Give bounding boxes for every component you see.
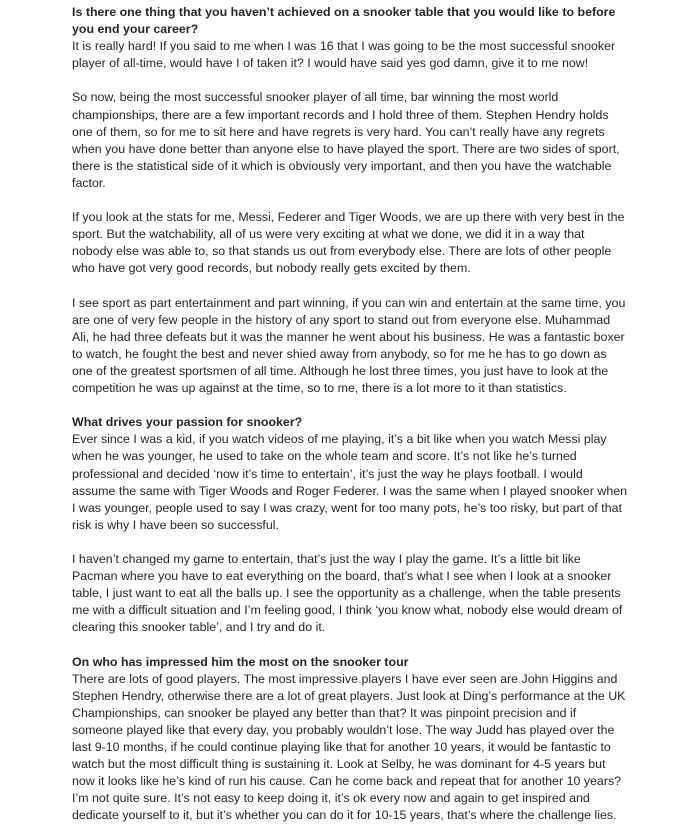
answer-paragraph-5: Ever since I was a kid, if you watch videos of me playing, it’s a bit like when you watch Messi play when he was younger, he used to take on the whole team and score. It’s not like he’s turned professional and decided ‘now it’s time to entertain’, it’s just the way he plays football. I would assume the same with Tiger Woods and Roger Federer. I was the same when I played snooker when I was younger, people used to say I was crazy, went for too many pots, he’s too risky, but part of that risk is why I have been so successful. xyxy=(72,432,628,532)
answer-paragraph-6: I haven’t changed my game to entertain, that’s just the way I play the game. It’s a little bit like Pacman where you have to eat everything on the board, that’s what I see when I look at a snooker table, I just want to eat all the balls up. I see the opportunity as a challenge, when the table presents me with a difficult situation and I’m feeling good, I think ‘you know what, nobody else would dream of clearing this snooker table’, and I try and do it. xyxy=(72,552,623,635)
answer-paragraph-1: It is really hard! If you said to me when I was 16 that I was going to be the most successful snooker player of all-time, would have I of taken it? I would have said yes god damn, give it to me now! xyxy=(72,39,616,71)
paragraph-spacer-4 xyxy=(72,397,628,414)
document-body xyxy=(72,4,628,825)
answer-paragraph-4: I see sport as part entertainment and part winning, if you can win and entertain at the same time, you are one of very few people in the history of any sport to stand out from everyone else. Muhammad Ali, he had three defeats but it was the manner he went about his business. He was a fantastic boxer to watch, he fought the best and never shied away from anybody, so for me he has to go down as one of the greatest sportsmen of all time. Although he lost three times, you just have to look at the competition he was up against at the time, so to me, there is a lot more to it than statistics. xyxy=(72,295,626,396)
answer-paragraph-2: So now, being the most successful snooker player of all time, bar winning the most world championships, there are a few important records and I hold three of them. Stephen Hendry holds one of them, so for me to sit here and have regrets is very hard. You can’t really have any regrets when you have done better than anyone else to have played the sport. There are two sides of sport, there is the statistical side of it which is obviously very important, and then you have the watchable factor. xyxy=(72,90,620,190)
paragraph-spacer-2 xyxy=(72,192,628,209)
paragraph-spacer-6 xyxy=(72,636,628,653)
paragraph-spacer-3 xyxy=(72,278,628,295)
question-heading-2: What drives your passion for snooker? xyxy=(72,415,303,430)
paragraph-spacer-5 xyxy=(72,534,628,551)
answer-paragraph-7: There are lots of good players. The most impressive players I have ever seen are John Higgins and Stephen Hendry, otherwise there are a lot of great players. Just look at Ding’s performance at the UK Championships, can snooker be played any better than that? It was pinpoint precision and if someone played like that every day, you probably wouldn’t lose. The way Judd has played over the last 9-10 months, if he could continue playing like that for another 10 years, it would be fantastic to watch but the most difficult thing is sustaining it. Look at Selby, he was dominant for 4-5 years but now it looks like he’s kind of run his cause. Can he come back and repeat that for another 10 years? I’m not quite sure. It’s not easy to keep doing it, it’s ok every now and again to get inspired and dedicate yourself to it, but it’s whether you can do it for 10-15 years, that’s where the challenge lies. xyxy=(72,671,626,823)
answer-paragraph-3: If you look at the stats for me, Messi, Federer and Tiger Woods, we are up there with very best in the sport. But the watchability, all of us were very exciting at what we done, we did it in a way that nobody else was able to, so that stands us out from everybody else. There are lots of other people who have got very good records, but nobody really gets excited by them. xyxy=(72,210,625,276)
question-heading-3: On who has impressed him the most on the snooker tour xyxy=(72,654,409,669)
question-heading-1: Is there one thing that you haven’t achieved on a snooker table that you would like to before you end your career? xyxy=(72,5,616,37)
paragraph-spacer-1 xyxy=(72,72,628,89)
